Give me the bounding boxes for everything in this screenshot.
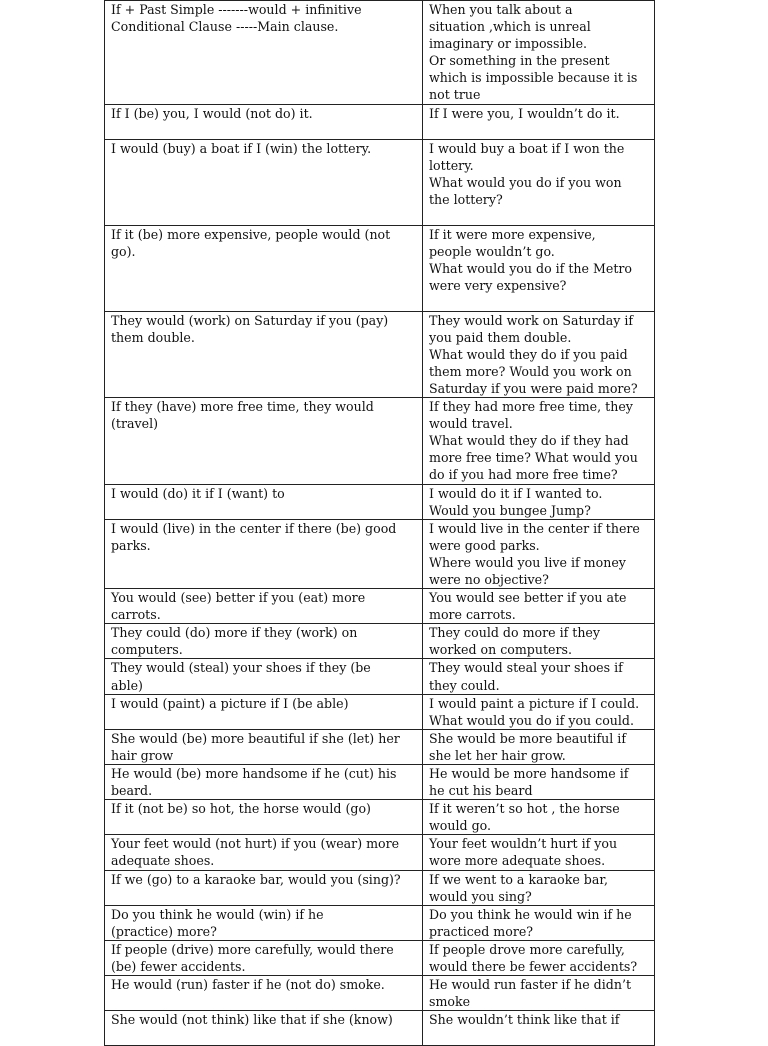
table-row: [105, 765, 655, 800]
table-row: [105, 519, 655, 588]
answer-cell: If it weren’t so hot , the horse would go.: [423, 800, 655, 835]
exercise-prompt-cell: If it (not be) so hot, the horse would (go): [105, 800, 423, 835]
exercise-prompt-cell: If we (go) to a karaoke bar, would you (sing)?: [105, 870, 423, 905]
exercise-prompt-cell: If they (have) more free time, they would (travel): [105, 398, 423, 484]
answer-cell: If we went to a karaoke bar, would you sing?: [423, 870, 655, 905]
answer-cell: Your feet wouldn’t hurt if you wore more adequate shoes.: [423, 835, 655, 870]
exercise-prompt-cell: Your feet would (not hurt) if you (wear) more adequate shoes.: [105, 835, 423, 870]
table-row: [105, 311, 655, 397]
table-row: [105, 624, 655, 659]
exercise-prompt-cell: He would (run) faster if he (not do) smoke.: [105, 976, 423, 1011]
answer-cell: If they had more free time, they would travel. What would they do if they had more free time? What would you do if you had more free time?: [423, 398, 655, 484]
answer-cell: Do you think he would win if he practiced more?: [423, 905, 655, 940]
table-row: [105, 976, 655, 1011]
table-row: [105, 484, 655, 519]
answer-cell: When you talk about a situation ,which is unreal imaginary or impossible. Or something in the present which is impossible because it is not true: [423, 1, 655, 105]
answer-cell: They could do more if they worked on computers.: [423, 624, 655, 659]
answer-cell: You would see better if you ate more carrots.: [423, 589, 655, 624]
conditional-exercise-table: [104, 0, 655, 1046]
exercise-prompt-cell: You would (see) better if you (eat) more carrots.: [105, 589, 423, 624]
answer-cell: I would paint a picture if I could. What would you do if you could.: [423, 694, 655, 729]
table-row: [105, 398, 655, 484]
table-row: [105, 835, 655, 870]
answer-cell: If it were more expensive, people wouldn’t go. What would you do if the Metro were very expensive?: [423, 225, 655, 311]
answer-cell: She wouldn’t think like that if: [423, 1011, 655, 1046]
exercise-prompt-cell: Do you think he would (win) if he (practice) more?: [105, 905, 423, 940]
exercise-prompt-cell: She would (be) more beautiful if she (let) her hair grow: [105, 729, 423, 764]
answer-cell: If I were you, I wouldn’t do it.: [423, 104, 655, 139]
table-row: [105, 694, 655, 729]
answer-cell: I would buy a boat if I won the lottery. What would you do if you won the lottery?: [423, 139, 655, 225]
table-row: [105, 589, 655, 624]
answer-cell: He would run faster if he didn’t smoke: [423, 976, 655, 1011]
table-row: [105, 1, 655, 105]
table-row: [105, 659, 655, 694]
answer-cell: They would work on Saturday if you paid them double. What would they do if you paid them more? Would you work on Saturday if you were paid more?: [423, 311, 655, 397]
table-row: [105, 225, 655, 311]
exercise-prompt-cell: If I (be) you, I would (not do) it.: [105, 104, 423, 139]
exercise-prompt-cell: They would (steal) your shoes if they (be able): [105, 659, 423, 694]
exercise-prompt-cell: They would (work) on Saturday if you (pay) them double.: [105, 311, 423, 397]
table-body: [105, 1, 655, 1046]
answer-cell: If people drove more carefully, would there be fewer accidents?: [423, 940, 655, 975]
exercise-prompt-cell: I would (buy) a boat if I (win) the lottery.: [105, 139, 423, 225]
answer-cell: She would be more beautiful if she let her hair grow.: [423, 729, 655, 764]
answer-cell: I would live in the center if there were good parks. Where would you live if money were no objective?: [423, 519, 655, 588]
exercise-prompt-cell: If people (drive) more carefully, would there (be) fewer accidents.: [105, 940, 423, 975]
answer-cell: He would be more handsome if he cut his beard: [423, 765, 655, 800]
exercise-prompt-cell: I would (paint) a picture if I (be able): [105, 694, 423, 729]
exercise-prompt-cell: I would (live) in the center if there (be) good parks.: [105, 519, 423, 588]
table-row: [105, 139, 655, 225]
exercise-prompt-cell: If + Past Simple -------would + infinitive Conditional Clause -----Main clause.: [105, 1, 423, 105]
table-row: [105, 905, 655, 940]
table-row: [105, 729, 655, 764]
table-row: [105, 1011, 655, 1046]
exercise-prompt-cell: He would (be) more handsome if he (cut) his beard.: [105, 765, 423, 800]
exercise-prompt-cell: She would (not think) like that if she (know): [105, 1011, 423, 1046]
exercise-prompt-cell: They could (do) more if they (work) on computers.: [105, 624, 423, 659]
answer-cell: They would steal your shoes if they could.: [423, 659, 655, 694]
table-row: [105, 870, 655, 905]
exercise-prompt-cell: If it (be) more expensive, people would (not go).: [105, 225, 423, 311]
table-row: [105, 800, 655, 835]
answer-cell: I would do it if I wanted to. Would you bungee Jump?: [423, 484, 655, 519]
table-row: [105, 940, 655, 975]
table-row: [105, 104, 655, 139]
exercise-prompt-cell: I would (do) it if I (want) to: [105, 484, 423, 519]
